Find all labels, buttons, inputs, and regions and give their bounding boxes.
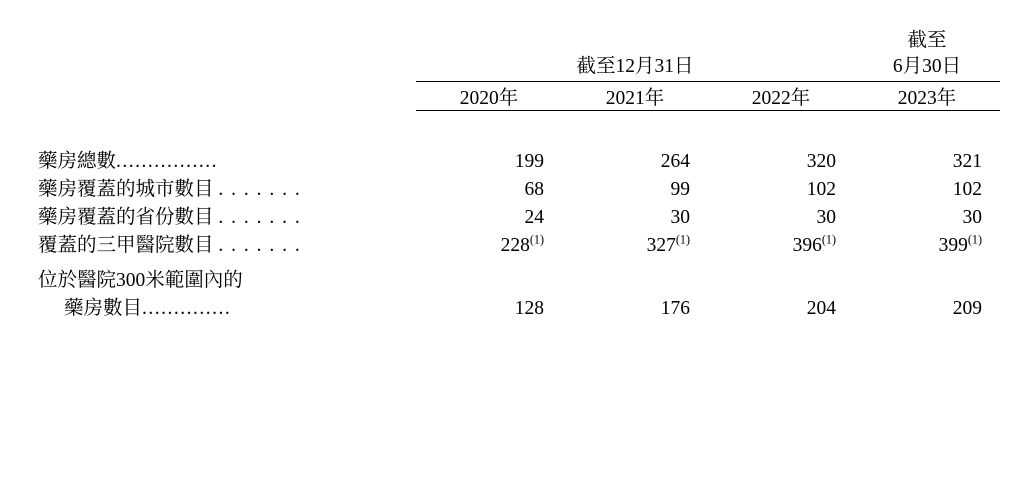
row-value-2020: 68 [524, 178, 544, 200]
empty-cell [854, 257, 1000, 292]
group-header-jun30 [854, 28, 1000, 81]
row-label-text: 藥房數目 [64, 297, 143, 319]
footnote-marker: (1) [821, 232, 836, 247]
year-header-spacer [38, 82, 416, 110]
empty-cell [416, 257, 562, 292]
year-header-row [38, 82, 1000, 110]
row-value-2021: 99 [670, 178, 690, 200]
group-header-dec31: 截至12月31日 [576, 56, 694, 78]
row-label-text: 藥房總數 [38, 150, 117, 172]
header-body-gap [38, 111, 1000, 145]
leader-dots: . . . . . . . [218, 178, 302, 200]
row-value-2021: 264 [660, 150, 690, 172]
group-header-jun30-line1: 截至 [907, 30, 947, 51]
leader-dots: . . . . . . . [218, 206, 302, 228]
row-value-2020: 199 [514, 150, 544, 172]
year-header-2022: 2022年 [751, 87, 811, 109]
empty-cell [562, 257, 708, 292]
year-header-2021: 2021年 [605, 87, 665, 109]
leader-dots: ................ [116, 150, 219, 172]
value-text: 399 [938, 234, 968, 256]
value-text: 228 [500, 234, 530, 256]
table-row-wrapped-second-line [38, 292, 1000, 320]
leader-dots: .............. [142, 297, 232, 319]
row-value-2020 [416, 229, 562, 257]
row-value-2023: 209 [952, 297, 982, 319]
row-value-2021: 30 [670, 206, 690, 228]
year-header-2020: 2020年 [459, 87, 519, 109]
row-value-2022: 204 [806, 297, 836, 319]
row-value-2022: 102 [806, 178, 836, 200]
table-row [38, 173, 1000, 201]
footnote-marker: (1) [529, 232, 544, 247]
row-label [38, 229, 416, 257]
table-row [38, 229, 1000, 257]
header-group-row [38, 28, 1000, 81]
row-value-2020: 24 [524, 206, 544, 228]
footnote-marker: (1) [675, 232, 690, 247]
empty-cell [708, 257, 854, 292]
row-label-text: 藥房覆蓋的城市數目 [38, 178, 214, 200]
row-value-2022 [708, 229, 854, 257]
row-label [38, 145, 416, 173]
row-label [38, 173, 416, 201]
row-value-2023: 102 [952, 178, 982, 200]
group-header-jun30-line2: 6月30日 [892, 56, 962, 78]
row-value-2023: 321 [952, 150, 982, 172]
footnote-marker: (1) [967, 232, 982, 247]
table-row-wrapped-first-line [38, 257, 1000, 292]
row-value-2021: 176 [660, 297, 690, 319]
row-label-text: 覆蓋的三甲醫院數目 [38, 234, 214, 256]
header-corner-cell [38, 28, 416, 81]
value-text: 396 [792, 234, 822, 256]
row-value-2023: 30 [962, 206, 982, 228]
row-value-2022: 30 [816, 206, 836, 228]
row-value-2022: 320 [806, 150, 836, 172]
statistics-table [38, 28, 1000, 320]
table-row [38, 145, 1000, 173]
year-header-2023: 2023年 [897, 87, 957, 109]
leader-dots: . . . . . . . [218, 234, 302, 256]
row-label-line1: 位於醫院300米範圍內的 [38, 269, 243, 291]
row-value-2021 [562, 229, 708, 257]
row-value-2020: 128 [514, 297, 544, 319]
gap-cell [38, 111, 1000, 145]
row-label-line2 [38, 292, 416, 320]
row-label [38, 201, 416, 229]
table-row [38, 201, 1000, 229]
row-value-2023 [854, 229, 1000, 257]
value-text: 327 [646, 234, 676, 256]
row-label-text: 藥房覆蓋的省份數目 [38, 206, 214, 228]
